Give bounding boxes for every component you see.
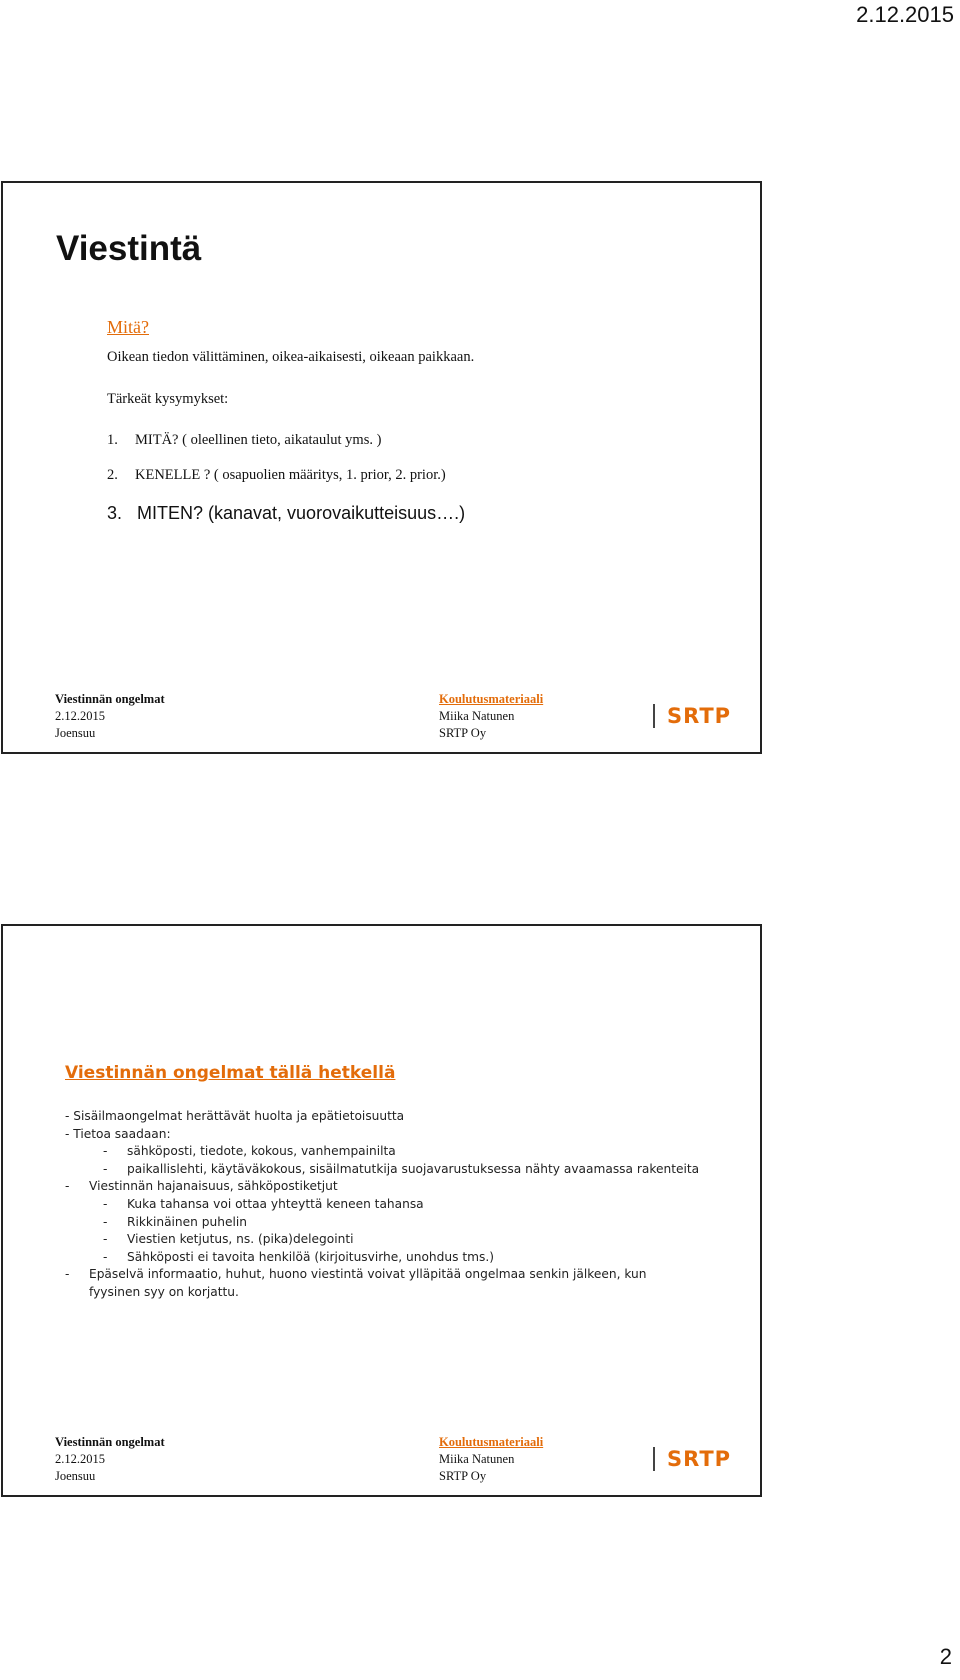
list-dash: - (65, 1126, 70, 1141)
footer-author: Miika Natunen (439, 1452, 515, 1466)
list-number: 1. (107, 432, 118, 448)
logo-divider (653, 1447, 655, 1471)
slide-2 (1, 924, 762, 1497)
list-dash: - (65, 1267, 70, 1282)
slide-title: Viestintä (56, 229, 202, 268)
slide-heading: Mitä? (107, 317, 149, 337)
logo-text: SRTP (667, 1447, 732, 1471)
footer-date: 2.12.2015 (55, 709, 105, 723)
list-text: Sähköposti ei tavoita henkilöä (kirjoitusvirhe, unohdus tms.) (127, 1249, 494, 1264)
slide-footer (3, 183, 760, 752)
list-number: 3. (107, 503, 123, 523)
footer-company: SRTP Oy (439, 1469, 487, 1483)
list-text: paikallislehti, käytäväkokous, sisäilmatutkija suojavarustuksessa nähty avaamassa rakenteita (127, 1161, 700, 1176)
logo-text: SRTP (667, 704, 732, 728)
list-number: 2. (107, 467, 118, 483)
footer-place: Joensuu (55, 726, 96, 740)
list-dash: - (103, 1214, 108, 1229)
list-text: Viestinnän hajanaisuus, sähköpostiketjut (89, 1179, 338, 1194)
footer-title: Viestinnän ongelmat (55, 1435, 165, 1449)
srtp-logo (653, 1446, 731, 1472)
footer-date: 2.12.2015 (55, 1452, 105, 1466)
footer-left (55, 691, 165, 742)
srtp-logo (653, 703, 731, 729)
slide-title: Viestinnän ongelmat tällä hetkellä (65, 1063, 396, 1083)
list-text: Epäselvä informaatio, huhut, huono viestintä voivat ylläpitää ongelmaa senkin jälkeen, kun fyysinen syy on korjattu. (89, 1267, 647, 1299)
logo-divider (653, 704, 655, 728)
list-dash: - (103, 1161, 108, 1176)
footer-author: Miika Natunen (439, 709, 515, 723)
list-dash: - (103, 1144, 108, 1159)
list-dash: - (65, 1109, 70, 1123)
list-dash: - (103, 1232, 108, 1247)
list-text: Tietoa saadaan: (73, 1126, 171, 1141)
footer-material-link[interactable]: Koulutusmateriaali (439, 1435, 544, 1449)
footer-left (55, 1434, 165, 1485)
list-text: Viestien ketjutus, ns. (pika)delegointi (127, 1232, 354, 1247)
list-dash: - (103, 1196, 108, 1211)
body-line: Oikean tiedon välittäminen, oikea-aikaisesti, oikeaan paikkaan. (107, 349, 475, 365)
footer-middle (439, 691, 543, 742)
footer-company: SRTP Oy (439, 726, 487, 740)
list-text: KENELLE ? ( osapuolien määritys, 1. prior, 2. prior.) (135, 467, 446, 483)
page-date: 2.12.2015 (856, 2, 954, 27)
list-dash: - (103, 1249, 108, 1264)
footer-place: Joensuu (55, 1469, 96, 1483)
list-text: sähköposti, tiedote, kokous, vanhempainilta (127, 1144, 396, 1159)
footer-material-link[interactable]: Koulutusmateriaali (439, 692, 544, 706)
footer-title: Viestinnän ongelmat (55, 692, 165, 706)
list-text: Kuka tahansa voi ottaa yhteyttä keneen tahansa (127, 1196, 424, 1211)
page-number: 2 (939, 1644, 952, 1669)
slide-footer (3, 926, 760, 1495)
slide-1 (1, 181, 762, 754)
list-text: MITÄ? ( oleellinen tieto, aikataulut yms. ) (135, 432, 382, 448)
body-line: Tärkeät kysymykset: (107, 391, 229, 407)
list-text: Sisäilmaongelmat herättävät huolta ja epätietoisuutta (73, 1109, 405, 1123)
list-text: MITEN? (kanavat, vuorovaikutteisuus….) (137, 503, 466, 523)
list-dash: - (65, 1179, 70, 1194)
footer-middle (439, 1434, 543, 1485)
list-text: Rikkinäinen puhelin (127, 1214, 247, 1229)
